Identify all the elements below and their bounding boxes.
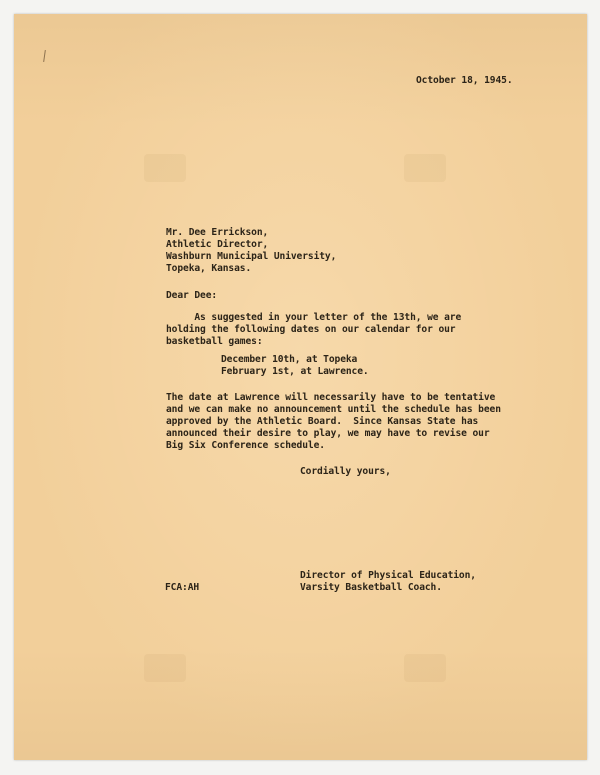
game-date: December 10th, at Topeka bbox=[221, 354, 358, 365]
body-paragraph-1 bbox=[166, 312, 461, 348]
paper-stain bbox=[404, 154, 446, 182]
letter-date: October 18, 1945. bbox=[416, 75, 513, 86]
paper-stain bbox=[404, 654, 446, 682]
paragraph-line: and we can make no announcement until the schedule has been bbox=[166, 404, 501, 415]
signature-block bbox=[300, 570, 476, 594]
paragraph-line: Big Six Conference schedule. bbox=[166, 440, 325, 451]
recipient-address bbox=[166, 227, 336, 275]
paragraph-line: basketball games: bbox=[166, 336, 263, 347]
complimentary-close: Cordially yours, bbox=[300, 466, 391, 477]
paper-stain bbox=[144, 154, 186, 182]
signature-title: Director of Physical Education, bbox=[300, 570, 476, 581]
signature-title: Varsity Basketball Coach. bbox=[300, 582, 442, 593]
game-date: February 1st, at Lawrence. bbox=[221, 366, 369, 377]
reference-initials: FCA:AH bbox=[165, 582, 200, 593]
paragraph-line: approved by the Athletic Board. Since Kansas State has bbox=[166, 416, 479, 427]
pen-mark bbox=[43, 50, 46, 62]
address-line: Topeka, Kansas. bbox=[166, 263, 252, 274]
address-line: Mr. Dee Errickson, bbox=[166, 227, 269, 238]
paragraph-line: holding the following dates on our calendar for our bbox=[166, 324, 456, 335]
paper-stain bbox=[144, 654, 186, 682]
paragraph-line: The date at Lawrence will necessarily have to be tentative bbox=[166, 392, 496, 403]
paragraph-line: announced their desire to play, we may have to revise our bbox=[166, 428, 490, 439]
letter-page bbox=[14, 14, 587, 760]
paragraph-line: As suggested in your letter of the 13th, we are bbox=[166, 312, 462, 323]
salutation: Dear Dee: bbox=[166, 290, 218, 301]
address-line: Washburn Municipal University, bbox=[166, 251, 337, 262]
game-dates-list bbox=[221, 354, 369, 378]
address-line: Athletic Director, bbox=[166, 239, 269, 250]
body-paragraph-2 bbox=[166, 392, 501, 452]
